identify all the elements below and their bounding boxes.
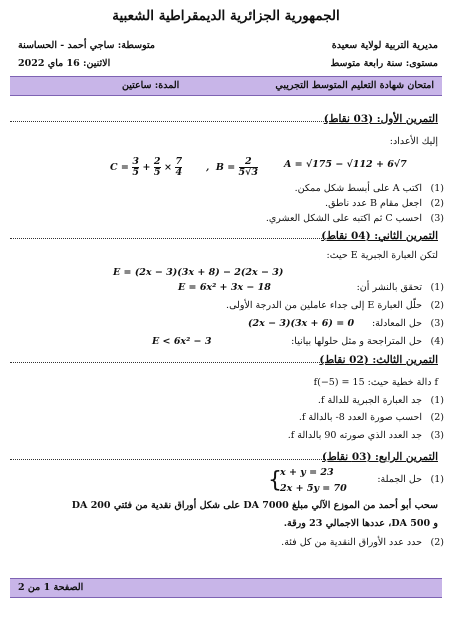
ex2-item-1: تحقق بالنشر أن: (356, 282, 422, 293)
ex2-expression: E = (2x − 3)(3x + 8) − 2(2x − 3) (113, 267, 284, 278)
footer-bar (10, 578, 442, 598)
ex1-item-2: اجعل مقام B عدد ناطق. (325, 198, 422, 209)
ex2-item-4-math: E < 6x² − 3 (152, 336, 212, 347)
formula-a: A = √175 − √112 + 6√7 (284, 159, 407, 170)
system-eq-1: x + y = 23 (280, 467, 334, 478)
ex4-system (268, 466, 358, 500)
directorate: مديرية التربية لولاية سعيدة (331, 40, 438, 51)
ex3-num-1: (1) (430, 395, 444, 406)
formula-c: $C = \frac{3}{5} + \frac{2}{5} \times \frac{7}{4}$ (110, 156, 183, 178)
divider (10, 459, 340, 461)
system-brace-icon: { (268, 468, 282, 493)
page-number: الصفحة 1 من 2 (18, 582, 84, 593)
ex2-item-3-math: (2x − 3)(3x + 6) = 0 (248, 318, 355, 329)
exam-date: الاثنين: 16 ماي 2022 (18, 58, 111, 69)
school-name: متوسطة: ساجي أحمد - الحساسنة (18, 40, 155, 51)
ex2-item-1-math: E = 6x² + 3x − 18 (178, 282, 271, 293)
ex3-num-3: (3) (430, 430, 444, 441)
divider (10, 121, 340, 123)
ex3-item-2: احسب صورة العدد 8- بالدالة f. (298, 412, 422, 423)
divider (10, 362, 340, 364)
ex4-problem-line-2: و 500 DA، عددها الاجمالي 23 ورقة. (283, 518, 438, 529)
formula-b: , $B = \frac{2}{5√3}$ (206, 156, 258, 178)
ex1-item-1: اكتب A على أبسط شكل ممكن. (294, 183, 422, 194)
ex4-item-2: حدد عدد الأوراق النقدية من كل فئة. (281, 537, 422, 548)
ex2-num-3: (3) (430, 318, 444, 329)
ex1-num-1: (1) (430, 183, 444, 194)
ex4-num-1: (1) (430, 474, 444, 485)
system-eq-2: 2x + 5y = 70 (280, 483, 347, 494)
ex3-item-1: جد العبارة الجبرية للدالة f. (317, 395, 422, 406)
ex2-item-4: حل المتراجحة و مثل حلولها بيانيا: (291, 336, 422, 347)
ex1-title: التمرين الأول: (03 نقاط) (323, 113, 438, 125)
exam-bar (10, 76, 442, 96)
ex1-intro: إليك الأعداد: (389, 136, 438, 147)
ex1-num-3: (3) (430, 213, 444, 224)
ex4-title: التمرين الرابع: (03 نقاط) (322, 451, 438, 463)
ex2-intro: لتكن العبارة الجبرية E حيث: (326, 250, 438, 261)
ex4-num-2: (2) (430, 537, 444, 548)
ex3-num-2: (2) (430, 412, 444, 423)
ex2-num-2: (2) (430, 300, 444, 311)
ex2-item-3: حل المعادلة: (371, 318, 422, 329)
ex1-item-3: احسب C ثم اكتبه على الشكل العشري. (265, 213, 422, 224)
ex3-intro: f دالة خطية حيث: f(−5) = 15 (313, 377, 438, 388)
ex2-title: التمرين الثاني: (04 نقاط) (321, 230, 438, 242)
divider (10, 238, 340, 240)
ex2-num-4: (4) (430, 336, 444, 347)
exam-title: امتحان شهادة التعليم المتوسط التجريبي (275, 80, 434, 91)
ex2-num-1: (1) (430, 282, 444, 293)
level: مستوى: سنة رابعة متوسط (330, 58, 438, 69)
republic-title: الجمهورية الجزائرية الديمقراطية الشعبية (112, 8, 340, 24)
ex3-item-3: جد العدد الذي صورته 90 بالدالة f. (287, 430, 422, 441)
ex4-problem-line-1: سحب أبو أحمد من الموزع الآلي مبلغ 7000 DA على شكل أوراق نقدية من فئتي 200 DA (71, 500, 438, 511)
ex1-formulas (20, 151, 440, 177)
ex1-num-2: (2) (430, 198, 444, 209)
exam-duration: المدة: ساعتين (122, 80, 180, 91)
ex2-item-2: حلّل العبارة E إلى جداء عاملين من الدرجة الأولى. (226, 300, 422, 311)
ex4-item-1-label: حل الجملة: (377, 474, 422, 485)
ex3-title: التمرين الثالث: (02 نقاط) (319, 354, 438, 366)
